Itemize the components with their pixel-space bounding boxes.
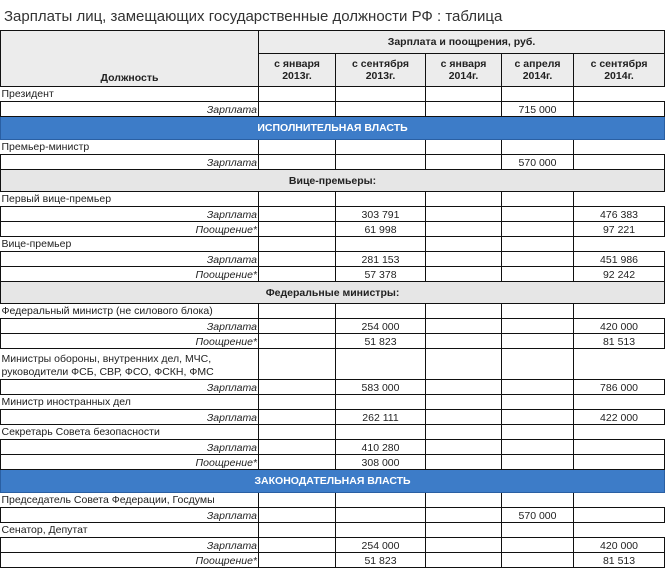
value-cell xyxy=(502,222,574,237)
value-cell xyxy=(336,102,426,117)
period-header: с апреля 2014г. xyxy=(502,54,574,87)
position-row xyxy=(1,304,665,319)
value-cell: 420 000 xyxy=(574,538,665,553)
empty-cell xyxy=(259,493,336,508)
empty-cell xyxy=(336,425,426,440)
position-name: Министр иностранных дел xyxy=(1,395,259,410)
salary-row xyxy=(1,319,665,334)
empty-cell xyxy=(336,349,426,380)
value-cell xyxy=(574,508,665,523)
position-name: Министры обороны, внутренних дел, МЧС, руководители ФСБ, СВР, ФСО, ФСКН, ФМС xyxy=(1,349,259,380)
empty-cell xyxy=(336,523,426,538)
value-cell xyxy=(426,222,502,237)
empty-cell xyxy=(336,192,426,207)
empty-cell xyxy=(259,349,336,380)
value-cell: 262 111 xyxy=(336,410,426,425)
salary-label: Зарплата xyxy=(1,319,259,334)
value-cell xyxy=(574,455,665,470)
value-cell xyxy=(259,222,336,237)
empty-cell xyxy=(426,192,502,207)
value-cell xyxy=(502,334,574,349)
empty-cell xyxy=(574,192,665,207)
value-cell xyxy=(426,553,502,568)
value-cell xyxy=(502,380,574,395)
value-cell: 583 000 xyxy=(336,380,426,395)
empty-cell xyxy=(426,349,502,380)
salary-row xyxy=(1,538,665,553)
value-cell xyxy=(259,508,336,523)
value-cell: 410 280 xyxy=(336,440,426,455)
position-row xyxy=(1,493,665,508)
section-title: ИСПОЛНИТЕЛЬНАЯ ВЛАСТЬ xyxy=(1,117,665,140)
empty-cell xyxy=(574,237,665,252)
position-row xyxy=(1,349,665,380)
value-cell xyxy=(502,440,574,455)
empty-cell xyxy=(259,87,336,102)
value-cell xyxy=(336,508,426,523)
salary-row xyxy=(1,155,665,170)
empty-cell xyxy=(336,304,426,319)
empty-cell xyxy=(502,523,574,538)
value-cell xyxy=(336,155,426,170)
empty-cell xyxy=(574,87,665,102)
salary-label: Зарплата xyxy=(1,102,259,117)
period-header: с сентября 2014г. xyxy=(574,54,665,87)
empty-cell xyxy=(426,493,502,508)
bonus-label: Поощрение* xyxy=(1,455,259,470)
bonus-row xyxy=(1,553,665,568)
value-cell xyxy=(426,102,502,117)
branch-section-header xyxy=(1,470,665,493)
position-column-header: Должность xyxy=(1,31,259,87)
empty-cell xyxy=(336,237,426,252)
empty-cell xyxy=(574,523,665,538)
value-cell xyxy=(259,455,336,470)
value-cell: 451 986 xyxy=(574,252,665,267)
position-row xyxy=(1,192,665,207)
value-cell xyxy=(426,252,502,267)
empty-cell xyxy=(259,425,336,440)
branch-section-header xyxy=(1,117,665,140)
bonus-row xyxy=(1,455,665,470)
empty-cell xyxy=(502,425,574,440)
value-cell: 61 998 xyxy=(336,222,426,237)
bonus-label: Поощрение* xyxy=(1,334,259,349)
empty-cell xyxy=(426,304,502,319)
value-cell xyxy=(259,267,336,282)
salary-row xyxy=(1,508,665,523)
group-section-header xyxy=(1,282,665,304)
position-name: Сенатор, Депутат xyxy=(1,523,259,538)
value-cell: 476 383 xyxy=(574,207,665,222)
value-cell: 786 000 xyxy=(574,380,665,395)
value-cell xyxy=(259,380,336,395)
value-cell: 715 000 xyxy=(502,102,574,117)
empty-cell xyxy=(426,140,502,155)
value-cell: 92 242 xyxy=(574,267,665,282)
value-cell xyxy=(259,553,336,568)
salary-row xyxy=(1,102,665,117)
empty-cell xyxy=(574,349,665,380)
salary-label: Зарплата xyxy=(1,207,259,222)
salary-row xyxy=(1,440,665,455)
period-header: с января 2014г. xyxy=(426,54,502,87)
position-name: Федеральный министр (не силового блока) xyxy=(1,304,259,319)
empty-cell xyxy=(426,237,502,252)
value-cell xyxy=(426,440,502,455)
empty-cell xyxy=(336,493,426,508)
value-cell xyxy=(426,319,502,334)
value-cell: 254 000 xyxy=(336,319,426,334)
value-cell: 303 791 xyxy=(336,207,426,222)
value-cell xyxy=(426,508,502,523)
empty-cell xyxy=(502,395,574,410)
period-header: с сентября 2013г. xyxy=(336,54,426,87)
empty-cell xyxy=(502,192,574,207)
value-cell: 308 000 xyxy=(336,455,426,470)
value-cell xyxy=(259,207,336,222)
position-name: Вице-премьер xyxy=(1,237,259,252)
salary-row xyxy=(1,410,665,425)
empty-cell xyxy=(259,304,336,319)
group-section-header xyxy=(1,170,665,192)
salary-row xyxy=(1,380,665,395)
value-cell xyxy=(574,440,665,455)
value-cell xyxy=(502,252,574,267)
value-cell xyxy=(502,538,574,553)
position-name: Премьер-министр xyxy=(1,140,259,155)
value-cell xyxy=(426,267,502,282)
value-cell: 97 221 xyxy=(574,222,665,237)
empty-cell xyxy=(502,493,574,508)
position-row xyxy=(1,237,665,252)
bonus-row xyxy=(1,334,665,349)
empty-cell xyxy=(502,237,574,252)
empty-cell xyxy=(426,425,502,440)
bonus-row xyxy=(1,222,665,237)
value-cell xyxy=(259,155,336,170)
value-cell xyxy=(426,155,502,170)
bonus-row xyxy=(1,267,665,282)
value-cell xyxy=(502,207,574,222)
value-cell: 51 823 xyxy=(336,334,426,349)
value-cell xyxy=(502,319,574,334)
empty-cell xyxy=(336,140,426,155)
position-name: Секретарь Совета безопасности xyxy=(1,425,259,440)
salary-group-header: Зарплата и поощрения, руб. xyxy=(259,31,665,54)
value-cell xyxy=(259,334,336,349)
value-cell: 254 000 xyxy=(336,538,426,553)
value-cell xyxy=(574,155,665,170)
empty-cell xyxy=(574,395,665,410)
value-cell: 570 000 xyxy=(502,508,574,523)
empty-cell xyxy=(426,523,502,538)
empty-cell xyxy=(426,87,502,102)
salary-label: Зарплата xyxy=(1,252,259,267)
position-row xyxy=(1,523,665,538)
value-cell: 420 000 xyxy=(574,319,665,334)
empty-cell xyxy=(502,140,574,155)
value-cell xyxy=(259,410,336,425)
salary-label: Зарплата xyxy=(1,538,259,553)
position-row xyxy=(1,425,665,440)
salary-row xyxy=(1,252,665,267)
value-cell xyxy=(502,410,574,425)
value-cell xyxy=(502,455,574,470)
empty-cell xyxy=(502,87,574,102)
value-cell xyxy=(259,538,336,553)
value-cell xyxy=(574,102,665,117)
empty-cell xyxy=(259,523,336,538)
empty-cell xyxy=(336,87,426,102)
value-cell xyxy=(259,319,336,334)
value-cell: 57 378 xyxy=(336,267,426,282)
value-cell xyxy=(426,207,502,222)
period-header: с января 2013г. xyxy=(259,54,336,87)
value-cell: 422 000 xyxy=(574,410,665,425)
salary-label: Зарплата xyxy=(1,410,259,425)
section-title: Федеральные министры: xyxy=(1,282,665,304)
salary-row xyxy=(1,207,665,222)
value-cell xyxy=(259,102,336,117)
empty-cell xyxy=(259,140,336,155)
salary-label: Зарплата xyxy=(1,440,259,455)
value-cell xyxy=(426,410,502,425)
section-title: Вице-премьеры: xyxy=(1,170,665,192)
page-title: Зарплаты лиц, замещающих государственные должности РФ : таблица xyxy=(4,8,503,25)
value-cell xyxy=(426,380,502,395)
salary-label: Зарплата xyxy=(1,155,259,170)
empty-cell xyxy=(259,192,336,207)
header-row-group xyxy=(1,31,665,54)
empty-cell xyxy=(259,395,336,410)
empty-cell xyxy=(336,395,426,410)
empty-cell xyxy=(502,349,574,380)
empty-cell xyxy=(574,425,665,440)
bonus-label: Поощрение* xyxy=(1,267,259,282)
section-title: ЗАКОНОДАТЕЛЬНАЯ ВЛАСТЬ xyxy=(1,470,665,493)
position-row xyxy=(1,140,665,155)
value-cell: 281 153 xyxy=(336,252,426,267)
bonus-label: Поощрение* xyxy=(1,553,259,568)
empty-cell xyxy=(574,304,665,319)
value-cell xyxy=(426,455,502,470)
salary-label: Зарплата xyxy=(1,508,259,523)
position-row xyxy=(1,87,665,102)
value-cell xyxy=(502,553,574,568)
position-name: Первый вице-премьер xyxy=(1,192,259,207)
position-name: Председатель Совета Федерации, Госдумы xyxy=(1,493,259,508)
value-cell xyxy=(259,252,336,267)
salary-label: Зарплата xyxy=(1,380,259,395)
value-cell: 51 823 xyxy=(336,553,426,568)
bonus-label: Поощрение* xyxy=(1,222,259,237)
position-row xyxy=(1,395,665,410)
empty-cell xyxy=(574,493,665,508)
value-cell: 81 513 xyxy=(574,553,665,568)
value-cell xyxy=(502,267,574,282)
empty-cell xyxy=(502,304,574,319)
empty-cell xyxy=(426,395,502,410)
value-cell xyxy=(426,334,502,349)
salary-table xyxy=(0,30,665,568)
value-cell xyxy=(259,440,336,455)
value-cell: 570 000 xyxy=(502,155,574,170)
value-cell xyxy=(426,538,502,553)
empty-cell xyxy=(574,140,665,155)
empty-cell xyxy=(259,237,336,252)
value-cell: 81 513 xyxy=(574,334,665,349)
position-name: Президент xyxy=(1,87,259,102)
